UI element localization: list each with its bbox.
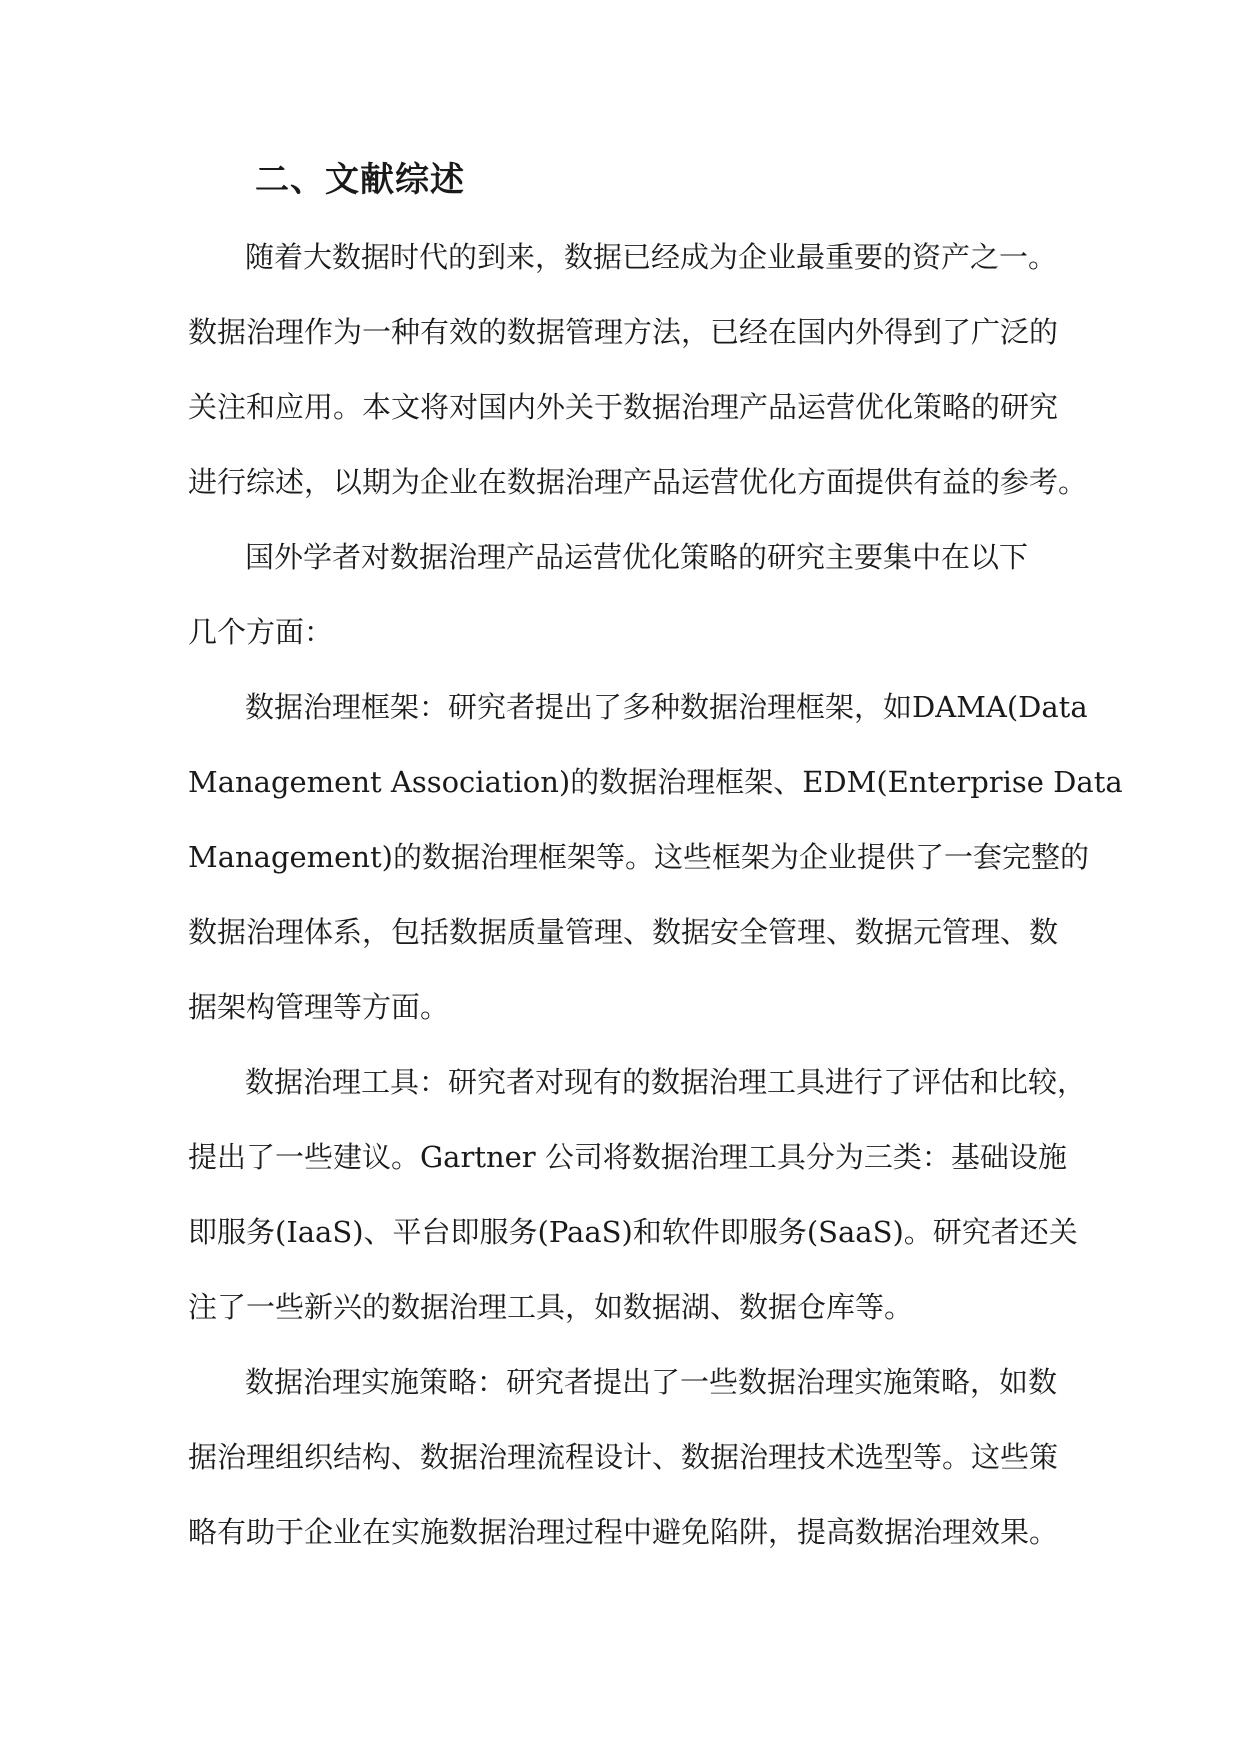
paragraph-line: 国外学者对数据治理产品运营优化策略的研究主要集中在以下	[245, 540, 1029, 574]
paragraph-line: Management Association)的数据治理框架、EDM(Enterprise Data	[188, 765, 1123, 799]
paragraph-line: 数据治理工具：研究者对现有的数据治理工具进行了评估和比较，	[245, 1065, 1087, 1099]
paragraph-line: Management)的数据治理框架等。这些框架为企业提供了一套完整的	[188, 840, 1089, 874]
paragraph-line: 据架构管理等方面。	[188, 990, 450, 1024]
paragraph-line: 注了一些新兴的数据治理工具，如数据湖、数据仓库等。	[188, 1290, 914, 1324]
paragraph-line: 略有助于企业在实施数据治理过程中避免陷阱，提高数据治理效果。	[188, 1515, 1059, 1549]
paragraph-line: 数据治理体系，包括数据质量管理、数据安全管理、数据元管理、数	[188, 915, 1059, 949]
section-heading: 二、文献综述	[255, 160, 465, 200]
paragraph-line: 即服务(IaaS)、平台即服务(PaaS)和软件即服务(SaaS)。研究者还关	[188, 1215, 1078, 1249]
paragraph-line: 数据治理实施策略：研究者提出了一些数据治理实施策略，如数	[245, 1365, 1058, 1399]
paragraph-line: 几个方面：	[188, 615, 334, 649]
paragraph-line: 随着大数据时代的到来，数据已经成为企业最重要的资产之一。	[245, 240, 1058, 274]
paragraph-line: 数据治理作为一种有效的数据管理方法，已经在国内外得到了广泛的	[188, 315, 1059, 349]
paragraph-line: 关注和应用。本文将对国内外关于数据治理产品运营优化策略的研究	[188, 390, 1059, 424]
paragraph-line: 数据治理框架：研究者提出了多种数据治理框架，如DAMA(Data	[245, 690, 1088, 724]
paragraph-line: 进行综述，以期为企业在数据治理产品运营优化方面提供有益的参考。	[188, 465, 1088, 499]
paragraph-line: 提出了一些建议。Gartner 公司将数据治理工具分为三类：基础设施	[188, 1140, 1067, 1174]
paragraph-line: 据治理组织结构、数据治理流程设计、数据治理技术选型等。这些策	[188, 1440, 1059, 1474]
